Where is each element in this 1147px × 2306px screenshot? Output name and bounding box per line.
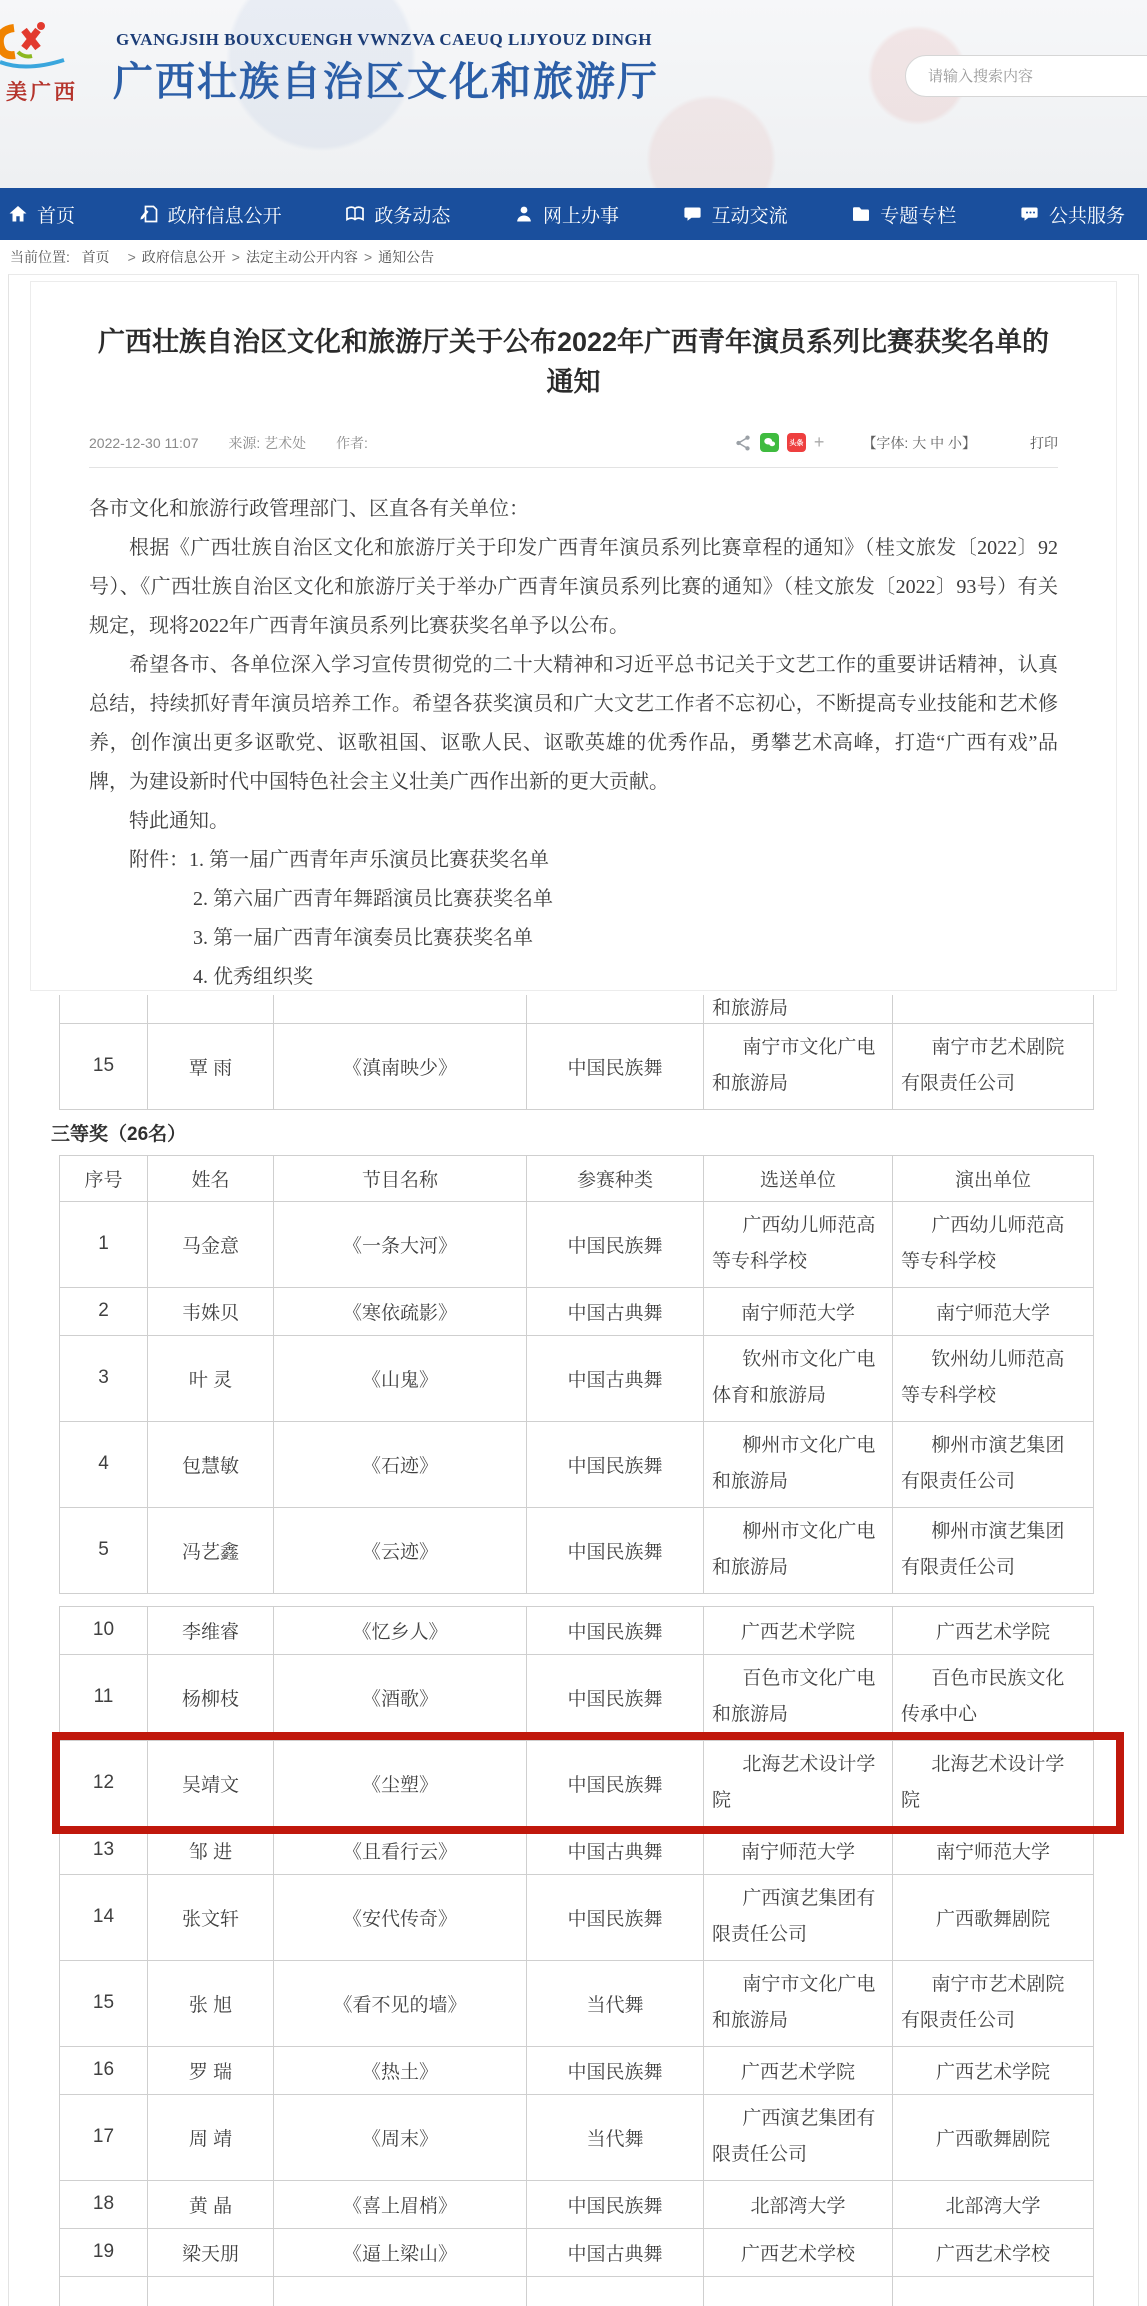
folder-icon — [851, 204, 871, 224]
table-cell: 百色市民族文化 传承中心 — [893, 1654, 1094, 1740]
site-title: 广西壮族自治区文化和旅游厅 — [113, 50, 659, 107]
table-cell: 3 — [60, 1335, 148, 1421]
search-input[interactable] — [906, 56, 1136, 96]
table-row-3 — [60, 1335, 1094, 1421]
table-cell — [893, 2276, 1094, 2306]
table-cell: 周 靖 — [148, 2094, 274, 2180]
nav-bar — [0, 188, 1147, 240]
table-row-2 — [60, 1287, 1094, 1335]
table-row-14 — [60, 1874, 1094, 1960]
article-paragraph-6: 2. 第六届广西青年舞蹈演员比赛获奖名单 — [89, 880, 1058, 919]
table-cell: 广西艺术学院 — [893, 1606, 1094, 1654]
table-cell: 广西演艺集团有 限责任公司 — [704, 2094, 893, 2180]
user-icon — [514, 204, 534, 224]
doc-icon — [139, 204, 159, 224]
table-row-10 — [60, 1606, 1094, 1654]
breadcrumb-separator: > — [364, 249, 372, 265]
third-prize-table-part1 — [59, 1155, 1094, 1594]
table-header-cell: 姓名 — [148, 1155, 274, 1201]
table-cell: 《且看行云》 — [274, 1826, 527, 1874]
table-cell: 张文轩 — [148, 1874, 274, 1960]
table-cell: 5 — [60, 1507, 148, 1593]
table-cell: 中国民族舞 — [527, 1201, 704, 1287]
table-cell: 包慧敏 — [148, 1421, 274, 1507]
nav-item-label: 政务动态 — [374, 201, 450, 228]
table-cell: 黄 晶 — [148, 2180, 274, 2228]
table-cell — [527, 995, 704, 1023]
table-cell: 中国民族舞 — [527, 1874, 704, 1960]
wechat-icon[interactable] — [760, 433, 779, 452]
table-cell: 广西艺术学院 — [893, 2046, 1094, 2094]
table-cell: 1 — [60, 1201, 148, 1287]
share-icon[interactable] — [734, 434, 752, 452]
table-cell — [274, 2276, 527, 2306]
table-cell: 和旅游局 — [704, 995, 893, 1023]
breadcrumb — [0, 240, 1147, 274]
table-cell — [704, 2276, 893, 2306]
nav-item-1[interactable] — [8, 201, 75, 228]
table-cell: 17 — [60, 2094, 148, 2180]
table-cell: 中国民族舞 — [527, 1606, 704, 1654]
article-meta-left — [89, 433, 394, 453]
breadcrumb-link-4[interactable]: 通知公告 — [378, 247, 434, 267]
table-cell: 北部湾大学 — [704, 2180, 893, 2228]
table-cell: 百色市文化广电 和旅游局 — [704, 1654, 893, 1740]
table-cell: 《看不见的墙》 — [274, 1960, 527, 2046]
article-author: 作者: — [336, 435, 368, 451]
table-row-13 — [60, 1826, 1094, 1874]
table-cell: 10 — [60, 1606, 148, 1654]
table-row-1 — [60, 1201, 1094, 1287]
table-cell: 南宁市文化广电 和旅游局 — [704, 1023, 893, 1109]
nav-item-3[interactable] — [345, 201, 450, 228]
service-icon — [1020, 204, 1040, 224]
table-header-cell: 演出单位 — [893, 1155, 1094, 1201]
table-cell: 14 — [60, 1874, 148, 1960]
screenshot-seam — [59, 1594, 1138, 1606]
site-banner — [0, 0, 1147, 188]
table-cell: 南宁师范大学 — [893, 1826, 1094, 1874]
table-cell: 2 — [60, 1287, 148, 1335]
nav-item-label: 首页 — [37, 201, 75, 228]
meta-divider — [89, 467, 1058, 468]
article-paragraph-4: 特此通知。 — [89, 802, 1058, 841]
table-cell: 15 — [60, 1960, 148, 2046]
table-cell: 中国民族舞 — [527, 1654, 704, 1740]
table-cell: 柳州市文化广电 和旅游局 — [704, 1421, 893, 1507]
table-cell: 南宁市艺术剧院 有限责任公司 — [893, 1023, 1094, 1109]
table-cell: 钦州市文化广电 体育和旅游局 — [704, 1335, 893, 1421]
article-source: 来源: 艺术处 — [228, 435, 306, 451]
home-icon — [8, 204, 28, 224]
table-row-19 — [60, 2228, 1094, 2276]
article-paragraph-2: 根据《广西壮族自治区文化和旅游厅关于印发广西青年演员系列比赛章程的通知》（桂文旅发〔2022〕92号）、《广西壮族自治区文化和旅游厅关于举办广西青年演员系列比赛的通知》（桂文旅发〔2022〕93号）有关规定，现将2022年广西青年演员系列比赛获奖名单予以公布。 — [89, 529, 1058, 646]
table-cell: 13 — [60, 1826, 148, 1874]
table-header-cell: 参赛种类 — [527, 1155, 704, 1201]
table-cell: 中国民族舞 — [527, 1507, 704, 1593]
table-cell: 叶 灵 — [148, 1335, 274, 1421]
article-paragraph-3: 希望各市、各单位深入学习宣传贯彻党的二十大精神和习近平总书记关于文艺工作的重要讲话精神，认真总结，持续抓好青年演员培养工作。希望各获奖演员和广大文艺工作者不忘初心，不断提高专业技能和艺术修养，创作演出更多讴歌党、讴歌祖国、讴歌人民、讴歌英雄的优秀作品，勇攀艺术高峰，打造“广西有戏”品牌，为建设新时代中国特色社会主义壮美广西作出新的更大贡献。 — [89, 646, 1058, 802]
table-cell: 广西幼儿师范高 等专科学校 — [704, 1201, 893, 1287]
table-cell: 当代舞 — [527, 2094, 704, 2180]
table-cell: 覃 雨 — [148, 1023, 274, 1109]
nav-item-5[interactable] — [683, 201, 788, 228]
table-cell: 邹 进 — [148, 1826, 274, 1874]
table-cell: 广西艺术学校 — [704, 2228, 893, 2276]
table-cell: 北海艺术设计学 院 — [893, 1740, 1094, 1826]
table-cell: 广西艺术学院 — [704, 1606, 893, 1654]
table-row-15 — [60, 1023, 1094, 1109]
nav-item-label: 互动交流 — [712, 201, 788, 228]
nav-item-6[interactable] — [851, 201, 956, 228]
toutiao-icon[interactable]: 头条 — [787, 433, 806, 452]
nav-item-7[interactable] — [1020, 201, 1125, 228]
nav-item-4[interactable] — [514, 201, 619, 228]
table-cell: 广西歌舞剧院 — [893, 2094, 1094, 2180]
table-cell: 广西歌舞剧院 — [893, 1874, 1094, 1960]
table-cell: 12 — [60, 1740, 148, 1826]
breadcrumb-separator: > — [232, 249, 240, 265]
table-cell: 南宁师范大学 — [704, 1287, 893, 1335]
table-cell: 马金意 — [148, 1201, 274, 1287]
table-cell: 南宁市艺术剧院 有限责任公司 — [893, 1960, 1094, 2046]
table-cell: 《云迹》 — [274, 1507, 527, 1593]
table-row-4 — [60, 1421, 1094, 1507]
table-cell: 南宁市文化广电 和旅游局 — [704, 1960, 893, 2046]
breadcrumb-separator: > — [128, 249, 136, 265]
table-cell: 11 — [60, 1654, 148, 1740]
search-box — [905, 55, 1147, 97]
table-cell: 中国古典舞 — [527, 1287, 704, 1335]
table-cell: 中国古典舞 — [527, 2228, 704, 2276]
breadcrumb-link-3[interactable]: 法定主动公开内容 — [246, 247, 358, 267]
table-cell — [893, 995, 1094, 1023]
nav-item-label: 专题专栏 — [880, 201, 956, 228]
table-cell — [274, 995, 527, 1023]
table-cell — [527, 2276, 704, 2306]
table-cell: 16 — [60, 2046, 148, 2094]
table-cell: 中国古典舞 — [527, 1826, 704, 1874]
table-cell: 15 — [60, 1023, 148, 1109]
logo-icon — [0, 18, 72, 76]
table-header-cell: 序号 — [60, 1155, 148, 1201]
table-row-partial — [60, 995, 1094, 1023]
table-cell: 广西艺术学校 — [893, 2228, 1094, 2276]
table-cell: 《忆乡人》 — [274, 1606, 527, 1654]
table-cell: 柳州市文化广电 和旅游局 — [704, 1507, 893, 1593]
table-cell: 《寒依疏影》 — [274, 1287, 527, 1335]
table-cell: 柳州市演艺集团 有限责任公司 — [893, 1507, 1094, 1593]
table-cell: 中国民族舞 — [527, 2180, 704, 2228]
table-cell: 《一条大河》 — [274, 1201, 527, 1287]
table-cell: 广西演艺集团有 限责任公司 — [704, 1874, 893, 1960]
table-cell: 韦姝贝 — [148, 1287, 274, 1335]
table-cell: 《石迹》 — [274, 1421, 527, 1507]
table-cell: 中国古典舞 — [527, 1335, 704, 1421]
share-icon-group — [734, 432, 825, 453]
table-row-15 — [60, 1960, 1094, 2046]
table-cell: 中国民族舞 — [527, 1023, 704, 1109]
article-title: 广西壮族自治区文化和旅游厅关于公布2022年广西青年演员系列比赛获奖名单的通知 — [89, 322, 1058, 402]
table-cell: 19 — [60, 2228, 148, 2276]
table-header-row — [60, 1155, 1094, 1201]
nav-item-label: 网上办事 — [543, 201, 619, 228]
book-icon — [345, 204, 365, 224]
article-meta-right — [734, 432, 1058, 453]
table-cell: 《尘塑》 — [274, 1740, 527, 1826]
article-body — [89, 490, 1058, 991]
logo-text: 美广西 — [6, 80, 78, 104]
breadcrumb-link-1[interactable]: 首页 — [82, 247, 110, 267]
table-cell: 18 — [60, 2180, 148, 2228]
table-row-17 — [60, 2094, 1094, 2180]
table-cell: 当代舞 — [527, 1960, 704, 2046]
nav-item-label: 公共服务 — [1049, 201, 1125, 228]
table-cell: 杨柳枝 — [148, 1654, 274, 1740]
table-cell: 吴靖文 — [148, 1740, 274, 1826]
article-paragraph-1: 各市文化和旅游行政管理部门、区直各有关单位： — [89, 490, 1058, 529]
table-cell — [60, 2276, 148, 2306]
article-box — [30, 281, 1117, 991]
third-prize-label: 三等奖（26名） — [51, 1119, 1138, 1146]
print-button[interactable]: 打印 — [1030, 433, 1058, 453]
site-logo — [0, 18, 110, 106]
table-cell: 《滇南映少》 — [274, 1023, 527, 1109]
table-cell: 冯艺鑫 — [148, 1507, 274, 1593]
table-row-11 — [60, 1654, 1094, 1740]
table-cell: 中国民族舞 — [527, 1740, 704, 1826]
content-wrapper — [8, 274, 1139, 2306]
table-cell: 张 旭 — [148, 1960, 274, 2046]
table-cell: 广西幼儿师范高 等专科学校 — [893, 1201, 1094, 1287]
table-cell: 《酒歌》 — [274, 1654, 527, 1740]
table-cell: 《逼上梁山》 — [274, 2228, 527, 2276]
second-prize-table-tail — [59, 995, 1094, 1110]
award-table-section — [9, 991, 1138, 2306]
font-size-control[interactable]: 【字体: 大 中 小】 — [862, 433, 976, 453]
table-row-5 — [60, 1507, 1094, 1593]
table-cell: 李维睿 — [148, 1606, 274, 1654]
table-cell: 《周末》 — [274, 2094, 527, 2180]
table-cell: 中国民族舞 — [527, 2046, 704, 2094]
article-paragraph-7: 3. 第一届广西青年演奏员比赛获奖名单 — [89, 919, 1058, 958]
table-cell: 南宁师范大学 — [893, 1287, 1094, 1335]
article-paragraph-5: 附件：1. 第一届广西青年声乐演员比赛获奖名单 — [89, 841, 1058, 880]
table-cell: 南宁师范大学 — [704, 1826, 893, 1874]
table-cell: 柳州市演艺集团 有限责任公司 — [893, 1421, 1094, 1507]
table-cell: 《山鬼》 — [274, 1335, 527, 1421]
table-cell: 罗 瑞 — [148, 2046, 274, 2094]
third-prize-table-part2 — [59, 1606, 1094, 2306]
table-cell: 4 — [60, 1421, 148, 1507]
table-row-18 — [60, 2180, 1094, 2228]
nav-item-2[interactable] — [139, 201, 282, 228]
table-header-cell: 选送单位 — [704, 1155, 893, 1201]
table-cell: 梁天朋 — [148, 2228, 274, 2276]
zhuang-title: GVANGJSIH BOUXCUENGH VWNZVA CAEUQ LIJYOUZ DINGH — [116, 30, 652, 50]
nav-item-label: 政府信息公开 — [168, 201, 282, 228]
table-cell: 《喜上眉梢》 — [274, 2180, 527, 2228]
table-cell: 北海艺术设计学 院 — [704, 1740, 893, 1826]
table-header-cell: 节目名称 — [274, 1155, 527, 1201]
table-cell: 广西艺术学院 — [704, 2046, 893, 2094]
article-meta — [89, 432, 1058, 453]
article-paragraph-8: 4. 优秀组织奖 — [89, 958, 1058, 991]
more-share-icon[interactable]: + — [814, 432, 825, 453]
table-cell — [60, 995, 148, 1023]
table-cell: 《热土》 — [274, 2046, 527, 2094]
table-cell: 《安代传奇》 — [274, 1874, 527, 1960]
table-cell — [148, 2276, 274, 2306]
table-row-16 — [60, 2046, 1094, 2094]
breadcrumb-link-2[interactable]: 政府信息公开 — [142, 247, 226, 267]
table-cell: 钦州幼儿师范高 等专科学校 — [893, 1335, 1094, 1421]
table-row-partial-bottom — [60, 2276, 1094, 2306]
article-date: 2022-12-30 11:07 — [89, 435, 199, 451]
chat-icon — [683, 204, 703, 224]
breadcrumb-prefix: 当前位置: — [10, 247, 70, 267]
table-row-highlighted — [60, 1740, 1094, 1826]
table-cell: 北部湾大学 — [893, 2180, 1094, 2228]
table-cell — [148, 995, 274, 1023]
table-cell: 中国民族舞 — [527, 1421, 704, 1507]
